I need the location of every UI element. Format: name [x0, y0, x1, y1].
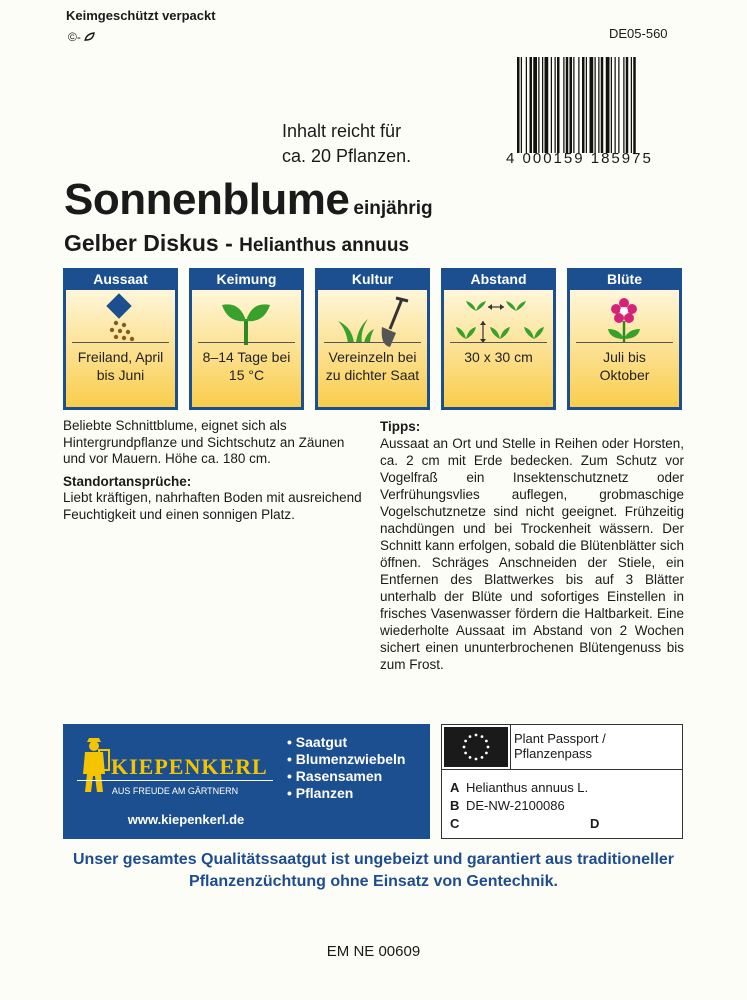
card-keimung: Keimung 8–14 Tage bei 15 °C — [189, 268, 304, 410]
spacing-icon — [444, 293, 553, 353]
passport-fields — [450, 779, 599, 833]
card-kultur: Kultur Vereinzeln bei zu dichter Saat — [315, 268, 430, 410]
tips-text: Aussaat an Ort und Stelle in Reihen oder Horsten, ca. 2 cm mit Erde bedecken. Zum Schutz vor Vogelfraß ein Insektenschutznetz oder Verfrühungsvlies auflegen, grobmaschige Vogelschutznetze sind nicht geeignet. Frühzeitig nachdüngen und bei Trockenheit wässern. Der Schnitt kann erfolgen, sobald die Blütenblätter sich öffnen. Schräges Anschneiden der Stiele, ein Entfernen des Blattwerkes bis auf 3 Blätter unterhalb der Blüte und sofortiges Einstellen in frisches Vasenwasser fördern die Haltbarkeit. Eine wiederholte Aussaat im Abstand von 2 Wochen sichert einen ununterbrochenen Blütengenuss bis zum Frost. — [380, 436, 684, 672]
product-subtitle — [64, 230, 409, 257]
product-name: Sonnenblume — [64, 175, 350, 224]
passport-title: Plant Passport / Pflanzenpass — [514, 731, 606, 761]
packaging-note: Keimgeschützt verpackt — [66, 8, 216, 23]
brand-tagline: AUS FREUDE AM GÄRTNERN — [111, 786, 239, 796]
location-heading: Standortansprüche: — [63, 473, 192, 489]
info-cards — [63, 268, 681, 410]
card-abstand: Abstand 30 x 30 cm — [441, 268, 556, 410]
variety-name: Gelber Diskus - — [64, 230, 233, 256]
brand-box — [63, 724, 430, 839]
brand-products: • Saatgut • Blumenzwiebeln • Rasensamen • Pflanzen — [287, 734, 406, 801]
brand-url[interactable]: www.kiepenkerl.de — [127, 812, 245, 827]
passport-a: A Helianthus annuus L. — [450, 780, 589, 795]
description — [63, 418, 369, 523]
latin-name: Helianthus annuus — [239, 235, 410, 256]
passport-cd: C D — [450, 816, 600, 831]
eu-flag-icon — [444, 727, 508, 767]
description-intro: Beliebte Schnittblume, eignet sich als Hintergrundpflanze und Sichtschutz an Zäunen und vor Mauern. Höhe ca. 180 cm. — [63, 418, 345, 466]
annual-label: einjährig — [353, 198, 433, 219]
tips-heading: Tipps: — [380, 419, 421, 434]
card-bluete: Blüte Juli bis Oktober — [567, 268, 682, 410]
product-title — [64, 175, 433, 225]
barcode-number: 4 000159 185975 — [506, 150, 653, 167]
flower-icon — [570, 293, 679, 353]
card-label: Abstand — [470, 271, 527, 287]
quality-statement: Unser gesamtes Qualitätssaatgut ist ungebeizt und garantiert aus traditioneller Pflanzenzüchtung ohne Einsatz von Gentechnik. — [72, 851, 675, 890]
passport-b: B DE-NW-2100086 — [450, 798, 565, 813]
content-amount: Inhalt reicht für ca. 20 Pflanzen. — [282, 121, 412, 166]
plant-passport — [441, 724, 683, 839]
tips — [380, 418, 684, 673]
card-label: Kultur — [351, 271, 394, 287]
article-number: DE05-560 — [609, 26, 668, 41]
spade-icon — [318, 293, 427, 353]
footer-code: EM NE 00609 — [326, 943, 421, 960]
location-text: Liebt kräftigen, nahrhaften Boden mit ausreichend Feuchtigkeit und einen sonnigen Platz. — [63, 490, 362, 522]
card-aussaat: Aussaat Freiland, April bis Juni — [63, 268, 178, 410]
sowing-icon — [66, 293, 175, 353]
card-label: Keimung — [216, 271, 277, 287]
seedling-icon — [192, 293, 301, 353]
brand-name: KIEPENKERL — [111, 754, 268, 779]
card-label: Aussaat — [93, 271, 148, 287]
leaf-mark-icon — [84, 32, 96, 42]
barcode-icon — [517, 57, 677, 153]
copyright-mark: ©- — [68, 30, 96, 44]
card-label: Blüte — [607, 271, 642, 287]
